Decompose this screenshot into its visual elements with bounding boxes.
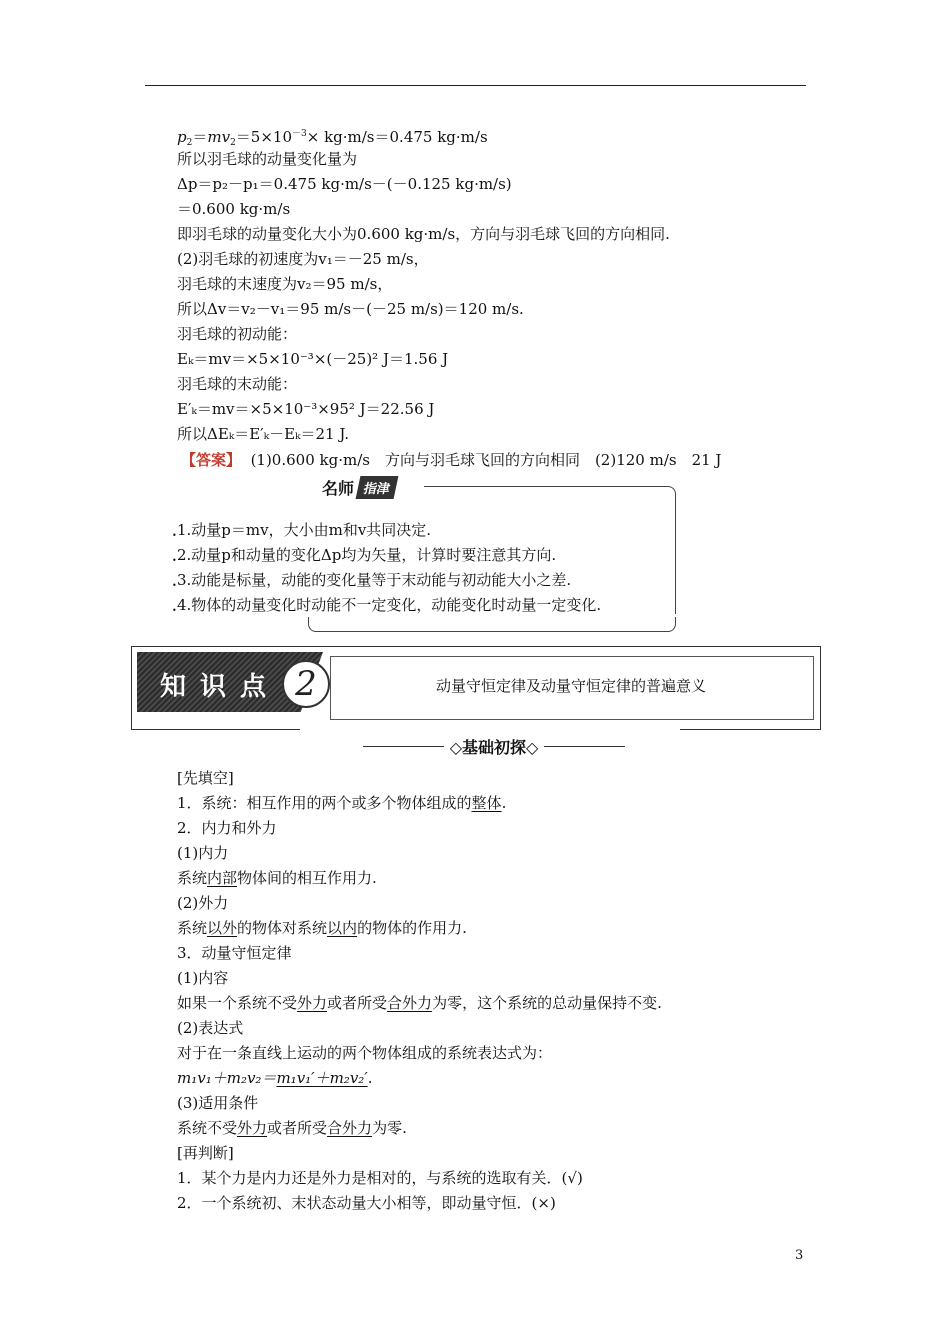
- solution-line-6: (2)羽毛球的初速度为v₁＝－25 m/s，: [177, 250, 429, 268]
- solution-line-3: Δp＝p₂－p₁＝0.475 kg·m/s－(－0.125 kg·m/s): [177, 175, 512, 193]
- solution-line-8: 所以Δv＝v₂－v₁＝95 m/s－(－25 m/s)＝120 m/s.: [177, 300, 524, 318]
- solution-line-2: 所以羽毛球的动量变化量为: [177, 150, 358, 168]
- knowledge-point-title: 知识点: [160, 672, 281, 702]
- teacher-guidance-badge: 名师 指津: [318, 476, 396, 498]
- content-line: 系统内部物体间的相互作用力.: [177, 869, 377, 887]
- guidance-item-4: 4.物体的动量变化时动能不一定变化，动能变化时动量一定变化.: [177, 596, 602, 614]
- guidance-item-2: 2.动量p和动量的变化Δp均为矢量，计算时要注意其方向.: [177, 546, 557, 564]
- bullet-dot: •: [172, 556, 177, 565]
- knowledge-point-subtitle: 动量守恒定律及动量守恒定律的普遍意义: [435, 677, 706, 695]
- solution-line-5: 即羽毛球的动量变化大小为0.600 kg·m/s，方向与羽毛球飞回的方向相同.: [177, 225, 670, 243]
- content-line: 2．内力和外力: [177, 819, 277, 837]
- content-line: 对于在一条直线上运动的两个物体组成的系统表达式为：: [177, 1044, 553, 1062]
- judge-label: [再判断]: [177, 1144, 234, 1162]
- solution-line-12: E′ₖ＝mv＝×5×10⁻³×95² J＝22.56 J: [177, 400, 435, 418]
- content-line: (1)内力: [177, 844, 229, 862]
- bullet-dot: •: [172, 531, 177, 540]
- solution-line-13: 所以ΔEₖ＝E′ₖ－Eₖ＝21 J.: [177, 425, 349, 443]
- content-line: 系统以外的物体对系统以内的物体的作用力.: [177, 919, 467, 937]
- solution-line-4: ＝0.600 kg·m/s: [177, 200, 291, 218]
- content-line: (1)内容: [177, 969, 229, 987]
- guidance-item-1: 1.动量p＝mv，大小由m和v共同决定.: [177, 521, 432, 539]
- judge-item-1: 1．某个力是内力还是外力是相对的，与系统的选取有关．(√): [177, 1169, 583, 1187]
- solution-line-10: Eₖ＝mv＝×5×10⁻³×(－25)² J＝1.56 J: [177, 350, 449, 368]
- solution-line-7: 羽毛球的末速度为v₂＝95 m/s，: [177, 275, 393, 293]
- section-heading: ◇基础初探◇: [363, 735, 625, 758]
- content-line: (2)外力: [177, 894, 229, 912]
- answer-text: (1)0.600 kg·m/s 方向与羽毛球飞回的方向相同 (2)120 m/s 21 J: [250, 451, 722, 469]
- content-line: 系统不受外力或者所受合外力为零.: [177, 1119, 407, 1137]
- solution-line-1: $p_2=mv_2=5\times 10^{-3}\times kg\cdot m/s=0.475$ kg·m/s: [177, 128, 488, 148]
- bullet-dot: •: [172, 606, 177, 615]
- bullet-dot: •: [172, 581, 177, 590]
- answer-line: [181, 450, 721, 470]
- page-number: 3: [795, 1248, 804, 1263]
- judge-item-2: 2．一个系统初、末状态动量大小相等，即动量守恒．(×): [177, 1194, 556, 1212]
- guidance-item-3: 3.动能是标量，动能的变化量等于末动能与初动能大小之差.: [177, 571, 572, 589]
- header-rule: [145, 85, 806, 86]
- knowledge-point-number: 2: [282, 660, 330, 708]
- content-line: (2)表达式: [177, 1019, 244, 1037]
- content-line: 如果一个系统不受外力或者所受合外力为零，这个系统的总动量保持不变.: [177, 994, 662, 1012]
- solution-line-9: 羽毛球的初动能：: [177, 325, 298, 343]
- solution-line-11: 羽毛球的末动能：: [177, 375, 298, 393]
- content-line: 3．动量守恒定律: [177, 944, 292, 962]
- content-line: 1．系统：相互作用的两个或多个物体组成的整体.: [177, 794, 507, 812]
- answer-label: 【答案】: [181, 451, 242, 469]
- fill-label: [先填空]: [177, 769, 234, 787]
- content-line: (3)适用条件: [177, 1094, 259, 1112]
- formula-line: m₁v₁＋m₂v₂＝m₁v₁′＋m₂v₂′.: [177, 1069, 373, 1087]
